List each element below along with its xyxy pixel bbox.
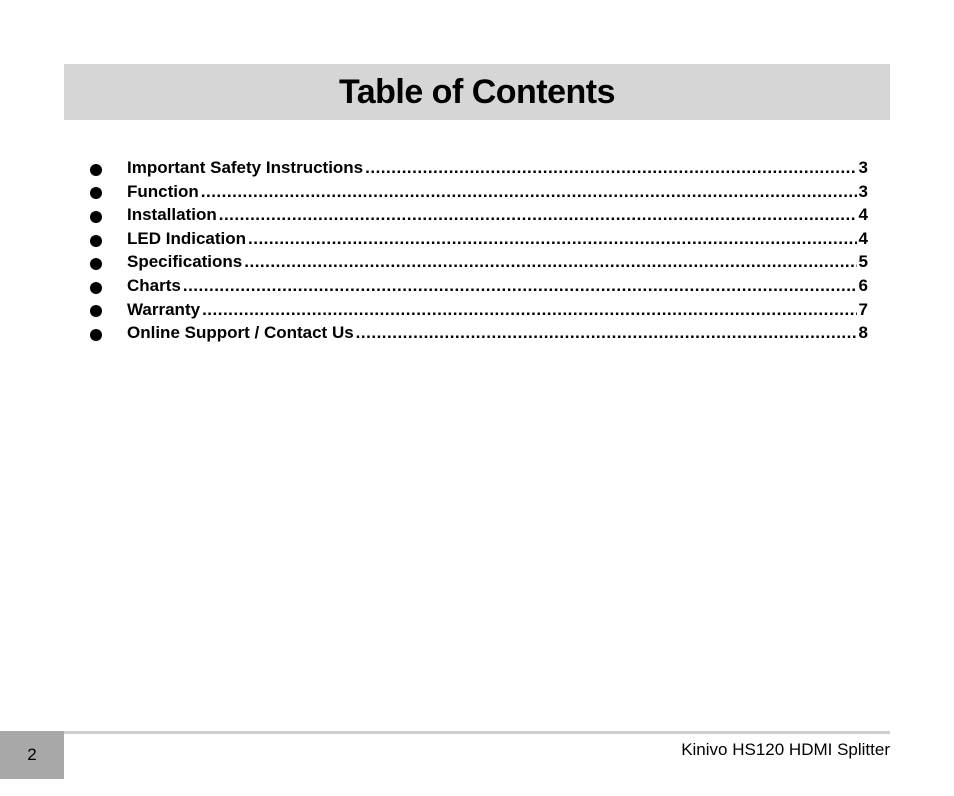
toc-entry-label: Warranty bbox=[127, 299, 201, 319]
toc-entry-page: 5 bbox=[858, 252, 868, 272]
footer-divider bbox=[64, 731, 890, 734]
toc-entry-label: Online Support / Contact Us bbox=[127, 323, 354, 343]
toc-entry-label: Function bbox=[127, 181, 199, 201]
toc-entry-online-support[interactable] bbox=[90, 323, 868, 347]
toc-entry-charts[interactable] bbox=[90, 276, 868, 300]
dot-leader bbox=[219, 205, 857, 225]
toc-entry-label: Important Safety Instructions bbox=[127, 158, 364, 177]
toc-entry-led-indication[interactable] bbox=[90, 229, 868, 253]
toc-entry-installation[interactable] bbox=[90, 205, 868, 229]
toc-entry-page: 6 bbox=[858, 275, 868, 295]
toc-entry-page: 3 bbox=[858, 158, 868, 177]
page-number-box bbox=[0, 731, 64, 779]
toc-entry-page: 3 bbox=[858, 181, 868, 201]
toc-entry-page: 8 bbox=[858, 323, 868, 343]
toc-entry-label: Charts bbox=[127, 275, 181, 295]
dot-leader bbox=[202, 300, 856, 320]
bullet-icon bbox=[90, 329, 102, 341]
bullet-icon bbox=[90, 164, 102, 176]
table-of-contents bbox=[90, 158, 868, 347]
dot-leader bbox=[244, 252, 856, 272]
bullet-icon bbox=[90, 235, 102, 247]
toc-entry-function[interactable] bbox=[90, 182, 868, 206]
dot-leader bbox=[365, 158, 856, 178]
footer-product-name: Kinivo HS120 HDMI Splitter bbox=[681, 740, 890, 759]
toc-entry-page: 4 bbox=[858, 205, 868, 225]
dot-leader bbox=[183, 276, 857, 296]
page-number: 2 bbox=[27, 745, 37, 764]
toc-entry-safety-instructions[interactable] bbox=[90, 158, 868, 182]
toc-entry-label: LED Indication bbox=[127, 228, 246, 248]
toc-entry-label: Installation bbox=[127, 205, 217, 225]
bullet-icon bbox=[90, 211, 102, 223]
dot-leader bbox=[201, 182, 857, 202]
bullet-icon bbox=[90, 282, 102, 294]
bullet-icon bbox=[90, 258, 102, 270]
title-bar bbox=[64, 64, 890, 120]
toc-entry-page: 7 bbox=[858, 299, 868, 319]
dot-leader bbox=[248, 229, 857, 249]
toc-entry-label: Specifications bbox=[127, 252, 243, 272]
toc-entry-warranty[interactable] bbox=[90, 300, 868, 324]
page-title: Table of Contents bbox=[338, 73, 616, 111]
bullet-icon bbox=[90, 305, 102, 317]
bullet-icon bbox=[90, 187, 102, 199]
toc-entry-specifications[interactable] bbox=[90, 252, 868, 276]
dot-leader bbox=[356, 323, 857, 343]
toc-entry-page: 4 bbox=[858, 228, 868, 248]
